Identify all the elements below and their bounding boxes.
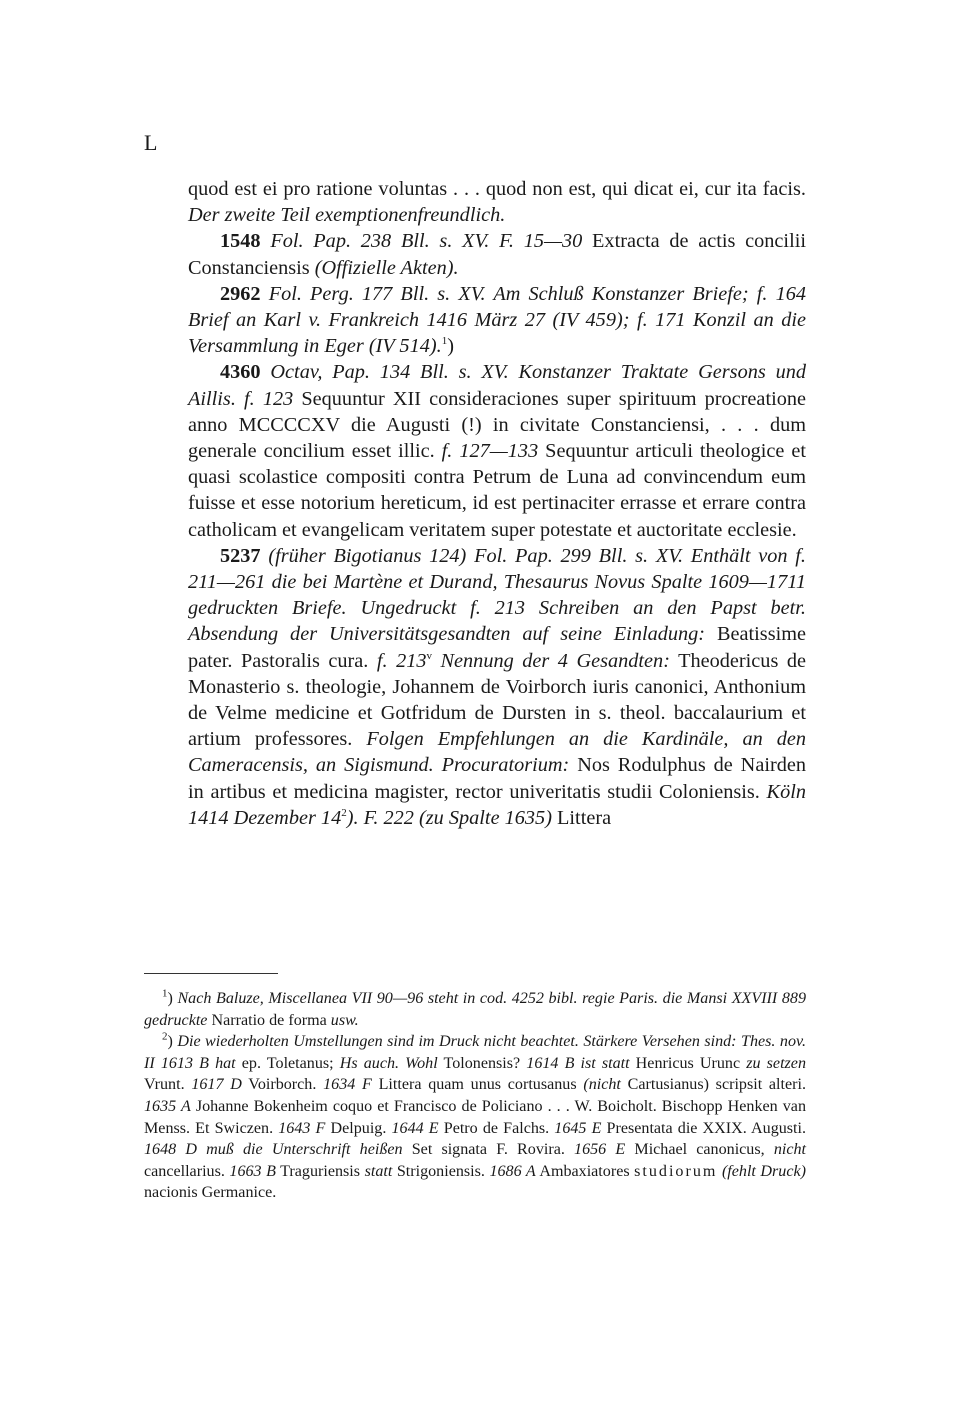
spaced-run: studiorum: [634, 1162, 718, 1180]
italic-run: 1614 B ist statt: [526, 1054, 630, 1072]
italic-run: ). F. 222 (zu Spalte 1635): [346, 806, 552, 829]
paragraph-continuation: [188, 176, 806, 228]
italic-run: (Offizielle Akten).: [314, 256, 459, 279]
italic-run: Fol. Pap. 238 Bll. s. XV. F. 15—30: [270, 230, 583, 253]
italic-run: usw.: [330, 1011, 359, 1029]
text-run: Vrunt.: [144, 1076, 192, 1094]
italic-run: (nicht: [583, 1076, 621, 1094]
entry-2962: [188, 281, 806, 360]
shelfmark: 2962: [220, 282, 261, 305]
italic-run: f. 127—133: [441, 440, 539, 463]
text-run: Extracta de actis concilii Constanciensis: [188, 230, 806, 279]
footnote-mark: 2: [162, 1030, 168, 1043]
italic-run: Hs auch. Wohl: [339, 1054, 438, 1072]
text-run: Sequuntur XII consideraciones super spirituum procreatione anno MCCCCXV die Augusti (!) in civitate Constanciensi, . . . dum generale concilium esset illic.: [188, 387, 806, 463]
italic-run: (früher Bigotianus 124): [268, 544, 467, 567]
entry-4360: [188, 359, 806, 542]
text-run: Theodericus de Monasterio s. theologie, Johannem de Voirborch iuris canonici, Anthonium de Velme medicine et Gotfridum de Dursten in s. theol. baccalaurium et artium professores.: [188, 649, 806, 751]
footnote-reference: 2: [341, 807, 347, 820]
text-run: ): [167, 1033, 178, 1051]
italic-run: Folgen Empfehlungen an die Kardinäle, an den Cameracensis, an Sigismund. Procuratorium:: [188, 728, 806, 777]
italic-run: 1644 E: [391, 1119, 439, 1137]
text-run: Strigoniensis.: [392, 1162, 490, 1180]
text-run: ): [167, 990, 178, 1007]
text-run: Nos Rodulphus de Nairden in artibus et medicina magister, rector univeritatis studii Coloniensis.: [188, 754, 807, 803]
page-number: L: [144, 130, 158, 155]
italic-run: 1663 B: [229, 1162, 276, 1180]
text-run: cancellarius.: [144, 1162, 230, 1180]
entry-1548: [188, 228, 806, 280]
italic-run: f. 213: [376, 649, 427, 672]
text-run: Voirborch.: [241, 1076, 324, 1094]
shelfmark: 1548: [220, 230, 261, 253]
text-run: Sequuntur articuli theologice et quasi scolastice compositi contra Petrum de Luna ad convincendum eum fuisse et esse notorium hereticum, id est pertinaciter errasse et errare contra catholicam et evangelicam veritatem super potestate et auctoritate ecclesie.: [188, 440, 806, 541]
italic-run: Köln 1414 Dezember 14: [188, 780, 806, 829]
italic-run: 1686 A: [489, 1162, 536, 1180]
italic-run: 1617 D: [191, 1076, 242, 1094]
text-run: Beatissime pater. Pastoralis cura.: [188, 623, 806, 672]
superscript: v: [426, 649, 432, 662]
italic-run: Der zweite Teil exemptionenfreundlich.: [188, 204, 506, 227]
footnote-2: [144, 1031, 806, 1204]
italic-run: nicht: [773, 1141, 806, 1159]
italic-run: 1635 A: [144, 1097, 191, 1115]
text-run: Tolonensis?: [437, 1054, 527, 1072]
italic-run: (fehlt Druck): [721, 1162, 806, 1180]
footnote-rule: [144, 973, 278, 974]
italic-run: 1656 E: [574, 1141, 626, 1159]
text-run: Presentata die XXIX. Augusti.: [601, 1119, 807, 1137]
text-run: Johanne Bokenheim coquo et Francisco de Policiano . . . W. Boicholt. Bischopp Henken van Menss. Et Swiczen.: [144, 1097, 806, 1137]
body-text: [188, 176, 806, 831]
italic-run: 1648 D muß die Unterschrift heißen: [144, 1141, 403, 1159]
text-run: nacionis Germanice.: [144, 1184, 277, 1202]
italic-run: Nennung der 4 Gesandten:: [432, 649, 670, 672]
footnote-reference: 1: [441, 335, 448, 348]
text-run: ep. Toletanus;: [235, 1054, 340, 1072]
italic-run: zu setzen: [746, 1054, 806, 1072]
footnote-1: [144, 988, 806, 1031]
text-run: Henricus Urunc: [629, 1054, 747, 1072]
italic-run: Fol. Pap. 299 Bll. s. XV. Enthält von f. 211—261 die bei Martène et Durand, Thesaurus Novus Spalte 1609—1711 gedruckten Briefe. Ungedruckt f. 213 Schreiben an den Papst betr. Absendung der Universitätsgesandten auf seine Einladung:: [188, 544, 806, 646]
italic-run: statt: [364, 1162, 393, 1180]
shelfmark: 5237: [220, 544, 261, 567]
text-run: Ambaxiatores: [535, 1162, 635, 1180]
text-run: Littera quam unus cortusanus: [371, 1076, 584, 1094]
text-run: Traguriensis: [275, 1162, 365, 1180]
entry-5237: [188, 543, 806, 831]
footnotes: [144, 988, 806, 1204]
text-run: [466, 545, 474, 567]
text-run: ): [447, 335, 454, 358]
italic-run: Die wiederholten Umstellungen sind im Druck nicht beachtet. Stärkere Versehen sind: Thes. nov. II 1613 B hat: [144, 1033, 806, 1072]
italic-run: Nach Baluze, Miscellanea VII 90—96 steht in cod. 4252 bibl. regie Paris. die Mansi XXVIII 889 gedruckte: [144, 990, 806, 1029]
text-run: Littera: [551, 806, 612, 829]
italic-run: Octav, Pap. 134 Bll. s. XV. Konstanzer Traktate Gersons und Aillis. f. 123: [188, 361, 807, 410]
italic-run: 1645 E: [554, 1119, 602, 1137]
footnote-mark: 1: [162, 987, 168, 1000]
text-run: Cartusianus) scripsit alteri.: [620, 1076, 806, 1094]
italic-run: 1643 F: [278, 1119, 326, 1137]
text-run: Michael canonicus,: [625, 1141, 774, 1159]
text-run: Delpuig.: [325, 1119, 392, 1137]
italic-run: 1634 F: [323, 1076, 372, 1094]
text-run: Narratio de forma: [207, 1011, 331, 1029]
italic-run: Fol. Perg. 177 Bll. s. XV. Am Schluß Konstanzer Briefe; f. 164 Brief an Karl v. Frankreich 1416 März 27 (IV 459); f. 171 Konzil an die Versammlung in Eger (IV 514).: [188, 282, 806, 358]
text-run: Set signata F. Rovira.: [402, 1141, 575, 1159]
text-run: quod est ei pro ratione voluntas . . . quod non est, qui dicat ei, cur ita facis.: [188, 178, 806, 200]
text-run: Petro de Falchs.: [438, 1119, 555, 1137]
shelfmark: 4360: [220, 361, 261, 384]
